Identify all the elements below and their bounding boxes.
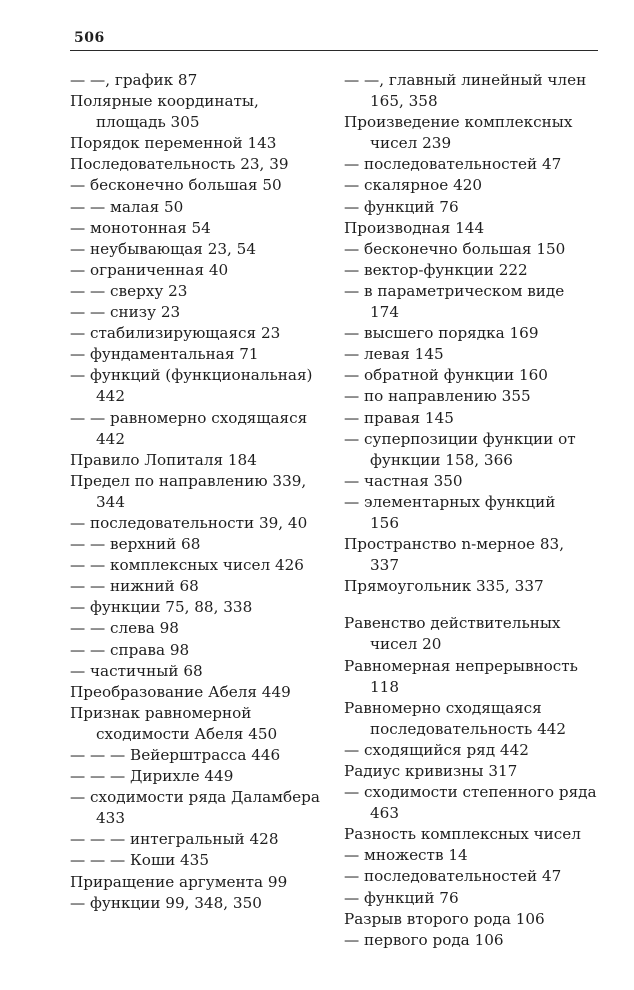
index-entry: — последовательностей 47	[344, 155, 562, 174]
index-entry: — функций (функциональная)	[70, 366, 313, 385]
index-entry: — сходимости ряда Даламбера	[70, 788, 320, 807]
index-entry-continuation: 118	[370, 677, 399, 696]
index-entry: — по направлению 355	[344, 387, 531, 406]
index-entry: — — — Коши 435	[70, 851, 210, 870]
index-entry: — обратной функции 160	[344, 366, 548, 385]
index-entry: — — снизу 23	[70, 303, 181, 322]
index-entry: — в параметрическом виде	[344, 281, 565, 300]
index-entry: — бесконечно большая 50	[70, 176, 282, 195]
index-entry: — —, главный линейный член	[344, 71, 587, 89]
index-entry-continuation: 463	[370, 804, 399, 823]
index-entry: Пространство n-мерное 83,	[344, 535, 565, 554]
index-entry: — суперпозиции функции от	[344, 429, 576, 448]
index-entry: — — нижний 68	[70, 577, 199, 596]
index-entry-continuation: 344	[96, 492, 125, 511]
index-entry-continuation: площадь 305	[96, 113, 200, 132]
index-entry: Произведение комплексных	[344, 113, 573, 132]
index-entry-continuation: чисел 239	[370, 134, 452, 153]
index-entry: — функций 76	[344, 888, 459, 907]
index-entry-continuation: 156	[370, 513, 399, 532]
index-entry: Производная 144	[344, 218, 485, 237]
index-entry: Равенство действительных	[344, 614, 561, 633]
index-entry: — — сверху 23	[70, 281, 188, 300]
index-entry: — фундаментальная 71	[70, 345, 259, 364]
index-entry: — — — Вейерштрасса 446	[70, 746, 281, 764]
index-entry-continuation: чисел 20	[370, 635, 442, 654]
index-entry: — последовательности 39, 40	[70, 513, 308, 532]
index-entry: Разность комплексных чисел	[344, 825, 581, 844]
index-entry-continuation: 337	[370, 556, 399, 575]
index-entry-continuation: 165, 358	[370, 92, 438, 111]
index-entry-continuation: последовательность 442	[370, 719, 567, 738]
index-entry: — функций 76	[344, 197, 459, 216]
index-entry: — сходимости степенного ряда	[344, 783, 597, 802]
index-entry: Признак равномерной	[70, 703, 252, 722]
index-entry-continuation: сходимости Абеля 450	[96, 724, 278, 743]
index-entry-continuation: 442	[96, 429, 125, 448]
index-entry: — — верхний 68	[70, 535, 201, 554]
index-entry: Прямоугольник 335, 337	[344, 577, 544, 596]
letter-section-gap	[344, 597, 602, 613]
index-entry: — частная 350	[344, 471, 463, 490]
index-entry: — функции 75, 88, 338	[70, 598, 253, 617]
index-entry: — — — Дирихле 449	[70, 767, 234, 786]
index-entry: Правило Лопиталя 184	[70, 450, 257, 469]
index-entry: — — справа 98	[70, 640, 190, 659]
header-rule	[70, 50, 598, 51]
index-entry: — сходящийся ряд 442	[344, 740, 529, 759]
index-entry: — — равномерно сходящаяся	[70, 408, 308, 427]
index-entry: — высшего порядка 169	[344, 324, 539, 343]
index-entry: Равномерно сходящаяся	[344, 698, 542, 717]
index-entry-continuation: функции 158, 366	[370, 450, 513, 469]
index-entry: Равномерная непрерывность	[344, 656, 578, 675]
index-entry: — правая 145	[344, 408, 454, 427]
index-entry: — — комплексных чисел 426	[70, 556, 304, 575]
index-entry: — — малая 50	[70, 197, 184, 216]
index-entry: Приращение аргумента 99	[70, 872, 288, 891]
index-entry: — — слева 98	[70, 619, 179, 638]
index-entry: — неубывающая 23, 54	[70, 239, 257, 258]
index-entry: — последовательностей 47	[344, 867, 562, 886]
index-entry: Преобразование Абеля 449	[70, 682, 291, 701]
index-entry-continuation: 442	[96, 387, 125, 406]
index-entry: — первого рода 106	[344, 930, 504, 949]
index-column-left	[70, 70, 328, 914]
index-entry: Последовательность 23, 39	[70, 155, 289, 174]
index-entry: Предел по направлению 339,	[70, 471, 307, 490]
index-column-right	[344, 70, 602, 951]
index-entry: Разрыв второго рода 106	[344, 909, 545, 928]
index-entry: — — — интегральный 428	[70, 830, 279, 849]
index-entry-continuation: 174	[370, 303, 399, 322]
index-entry: — ограниченная 40	[70, 260, 229, 279]
index-entry: — множеств 14	[344, 846, 468, 865]
index-entry: — вектор-функции 222	[344, 260, 528, 279]
index-entry-continuation: 433	[96, 809, 125, 828]
index-entry: Порядок переменной 143	[70, 134, 277, 153]
index-entry: — стабилизирующаяся 23	[70, 324, 281, 343]
page-number: 506	[74, 30, 105, 46]
index-entry: — частичный 68	[70, 661, 203, 680]
index-entry: — элементарных функций	[344, 492, 556, 511]
index-entry: — монотонная 54	[70, 218, 211, 237]
index-entry: — бесконечно большая 150	[344, 239, 566, 258]
index-entry: Радиус кривизны 317	[344, 762, 518, 780]
index-entry: Полярные координаты,	[70, 92, 259, 111]
index-entry: — —, график 87	[70, 71, 198, 89]
index-entry: — скалярное 420	[344, 176, 483, 195]
index-entry: — левая 145	[344, 345, 444, 364]
index-entry: — функции 99, 348, 350	[70, 893, 262, 912]
